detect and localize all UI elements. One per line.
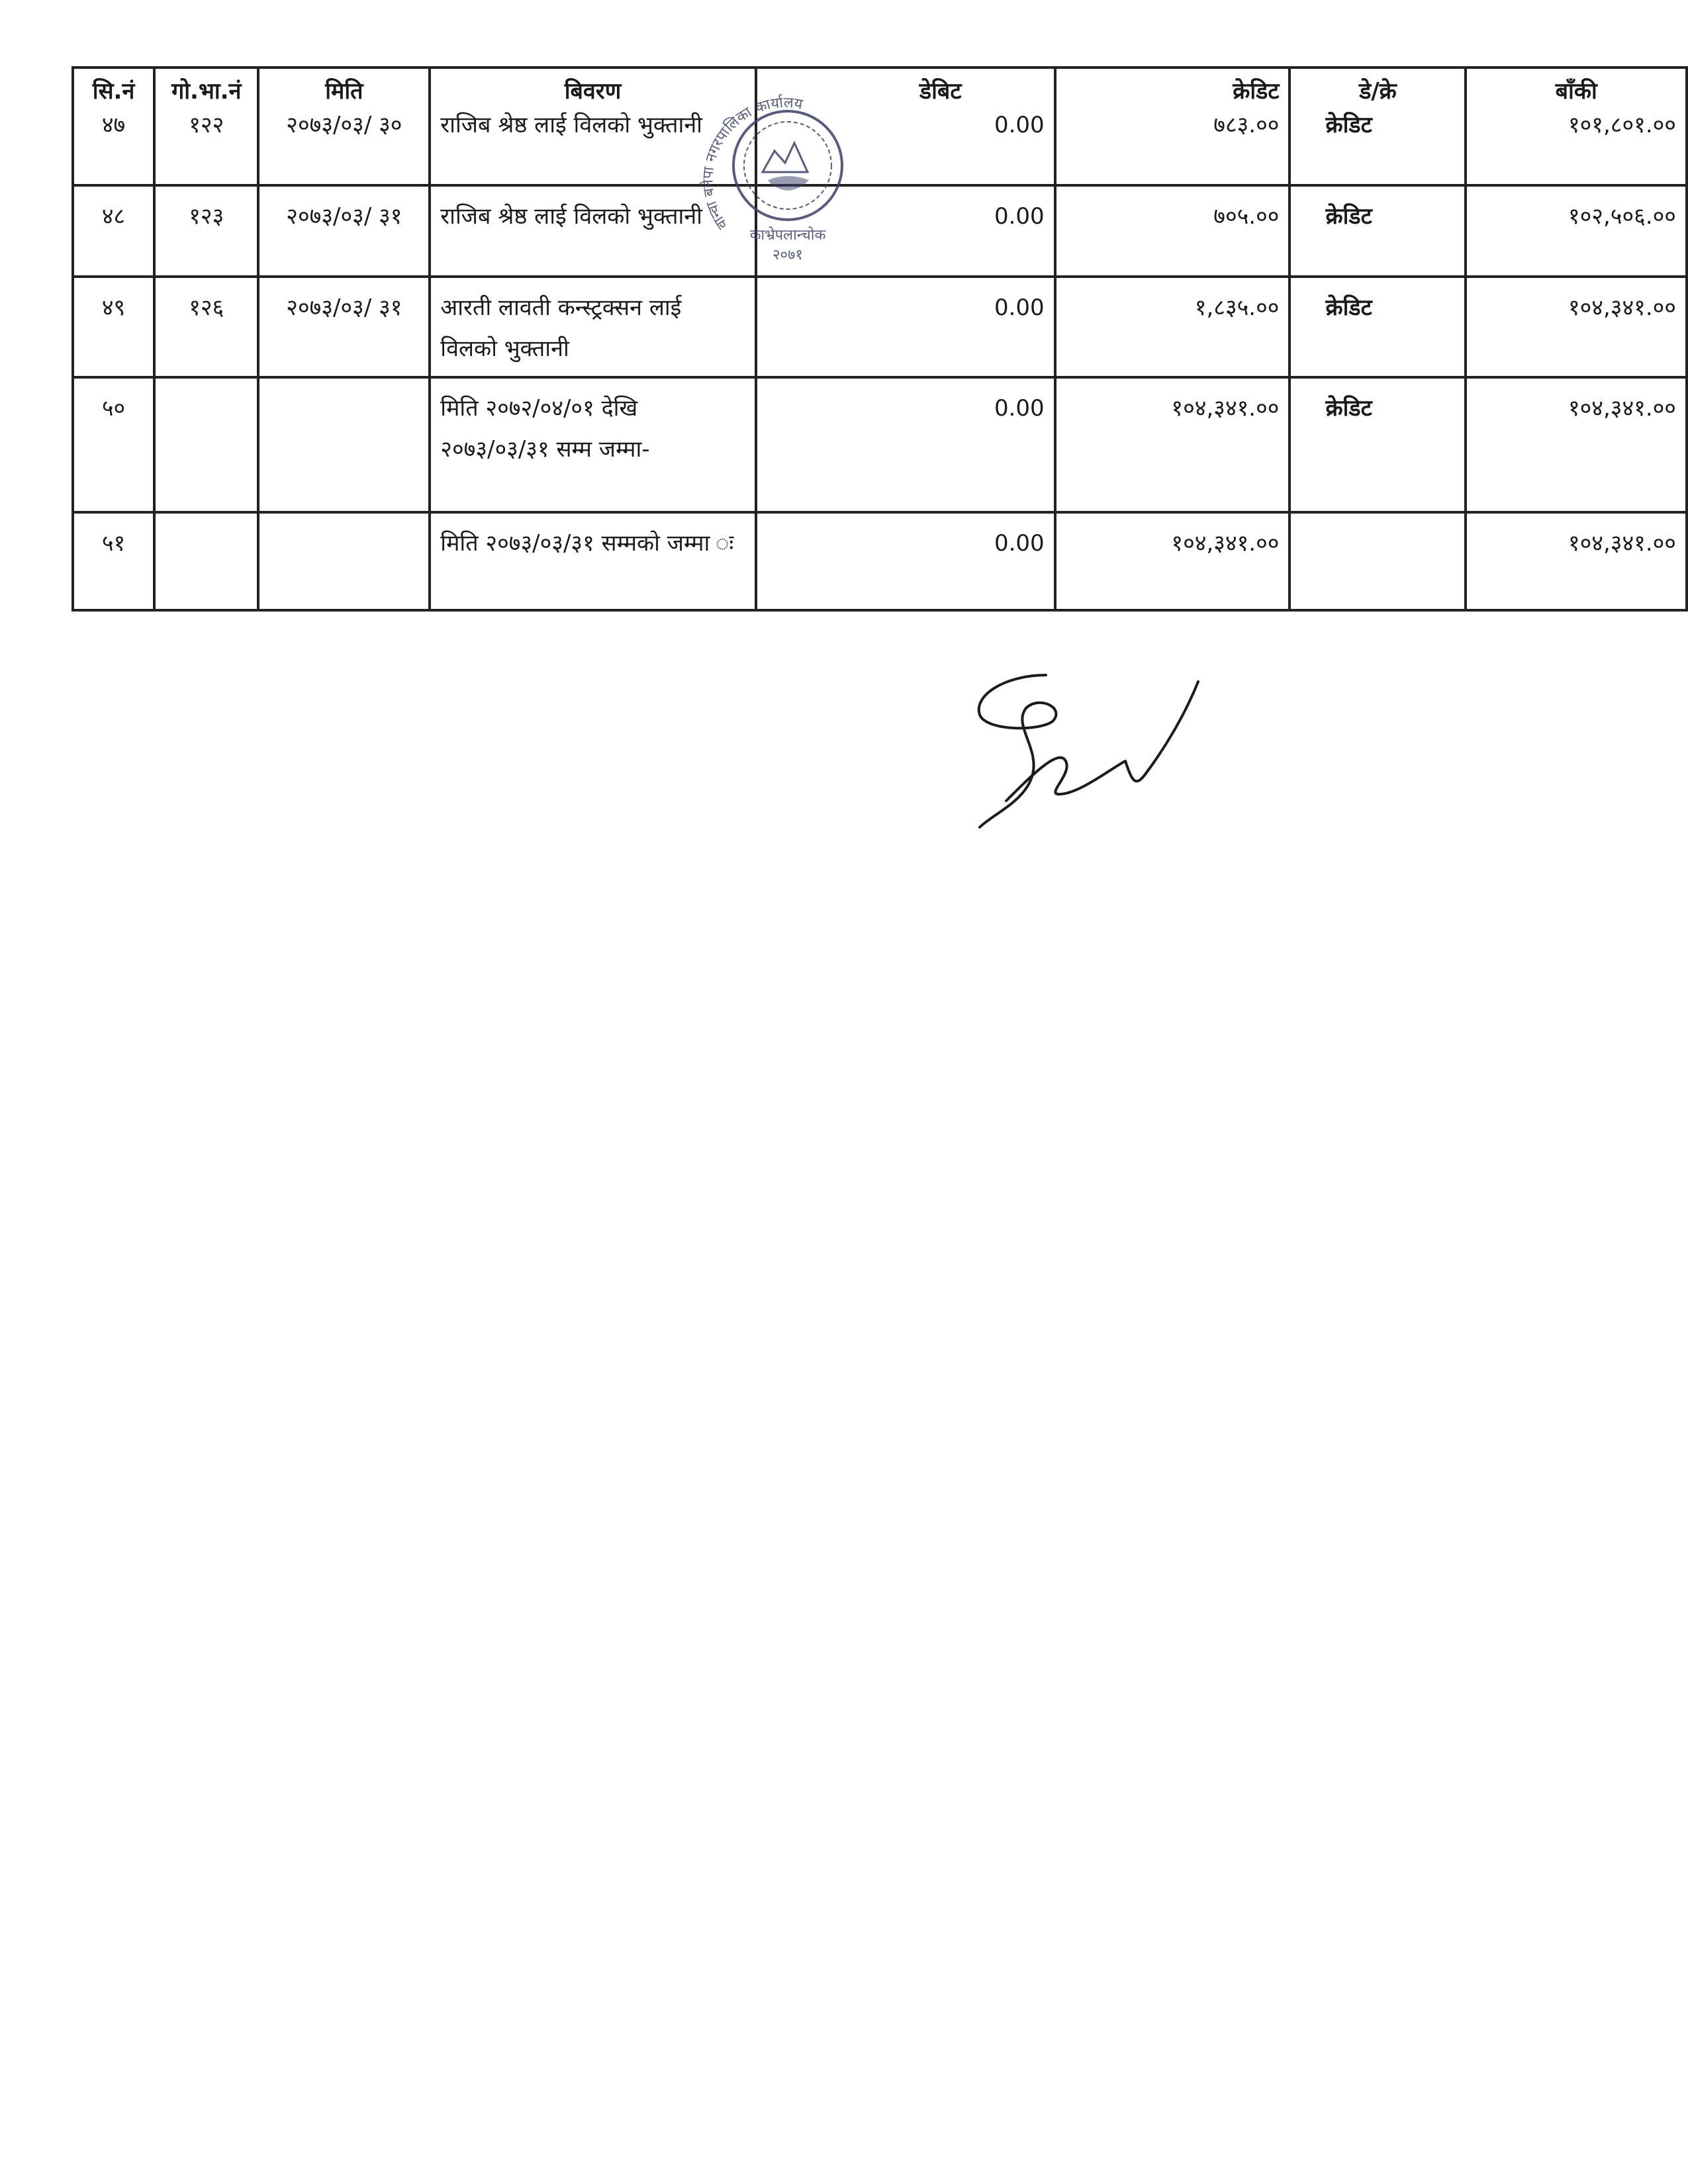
seal-map-icon — [768, 176, 809, 191]
row-serial: ४८ — [73, 185, 154, 277]
header-balance: बाँकी — [1466, 68, 1687, 105]
header-dc: डे/क्रे — [1289, 68, 1466, 105]
row-debit: 0.00 — [756, 512, 1055, 610]
row-debit: 0.00 — [756, 377, 1055, 512]
seal-arc-text: वान्वा बनेपा नगरपालिका कार्यालय — [700, 95, 804, 232]
row-description: राजिब श्रेष्ठ लाई विलको भुक्तानी — [430, 185, 755, 277]
row-voucher — [154, 512, 258, 610]
row-voucher: १२३ — [154, 185, 258, 277]
row-credit: १,८३५.०० — [1055, 277, 1290, 377]
seal-location-text: काभ्रेपलान्चोक — [749, 227, 826, 244]
row-dc — [1289, 512, 1466, 610]
row-debit: 0.00 — [756, 105, 1055, 185]
row-dc: क्रेडिट — [1289, 105, 1466, 185]
row-balance: १०१,८०१.०० — [1466, 105, 1687, 185]
row-voucher: १२६ — [154, 277, 258, 377]
row-voucher — [154, 377, 258, 512]
table-row — [73, 277, 1687, 377]
row-debit: 0.00 — [756, 277, 1055, 377]
row-description: राजिब श्रेष्ठ लाई विलको भुक्तानी — [430, 105, 755, 185]
row-serial: ४९ — [73, 277, 154, 377]
row-date — [258, 512, 430, 610]
row-credit: १०४,३४१.०० — [1055, 377, 1290, 512]
header-credit: क्रेडिट — [1055, 68, 1290, 105]
header-description: बिवरण — [430, 68, 755, 105]
row-description: मिति २०७२/०४/०१ देखि २०७३/०३/३१ सम्म जम्मा- — [430, 377, 755, 512]
row-balance: १०४,३४१.०० — [1466, 377, 1687, 512]
row-date: २०७३/०३/ ३१ — [258, 277, 430, 377]
row-serial: ५० — [73, 377, 154, 512]
row-debit: 0.00 — [756, 185, 1055, 277]
office-seal-stamp — [688, 73, 887, 271]
handwritten-signature — [966, 668, 1218, 834]
row-serial: ४७ — [73, 105, 154, 185]
row-dc: क्रेडिट — [1289, 185, 1466, 277]
row-balance: १०४,३४१.०० — [1466, 277, 1687, 377]
row-dc: क्रेडिट — [1289, 377, 1466, 512]
row-dc: क्रेडिट — [1289, 277, 1466, 377]
table-row — [73, 377, 1687, 512]
table-row — [73, 512, 1687, 610]
row-credit: १०४,३४१.०० — [1055, 512, 1290, 610]
row-date: २०७३/०३/ ३० — [258, 105, 430, 185]
row-serial: ५१ — [73, 512, 154, 610]
row-date — [258, 377, 430, 512]
row-credit: ७८३.०० — [1055, 105, 1290, 185]
row-date: २०७३/०३/ ३१ — [258, 185, 430, 277]
seal-year-text: २०७१ — [773, 247, 803, 263]
header-date: मिति — [258, 68, 430, 105]
header-serial: सि.नं — [73, 68, 154, 105]
row-voucher: १२२ — [154, 105, 258, 185]
seal-flower-ring — [744, 122, 831, 209]
seal-inner-ring — [733, 111, 842, 220]
row-balance: १०२,५०६.०० — [1466, 185, 1687, 277]
seal-mountain-icon — [763, 143, 808, 172]
row-balance: १०४,३४१.०० — [1466, 512, 1687, 610]
header-voucher: गो.भा.नं — [154, 68, 258, 105]
header-debit: डेबिट — [756, 68, 1055, 105]
row-description: आरती लावती कन्स्ट्रक्सन लाई विलको भुक्तानी — [430, 277, 755, 377]
row-credit: ७०५.०० — [1055, 185, 1290, 277]
row-description: मिति २०७३/०३/३१ सम्मको जम्मा ः — [430, 512, 755, 610]
